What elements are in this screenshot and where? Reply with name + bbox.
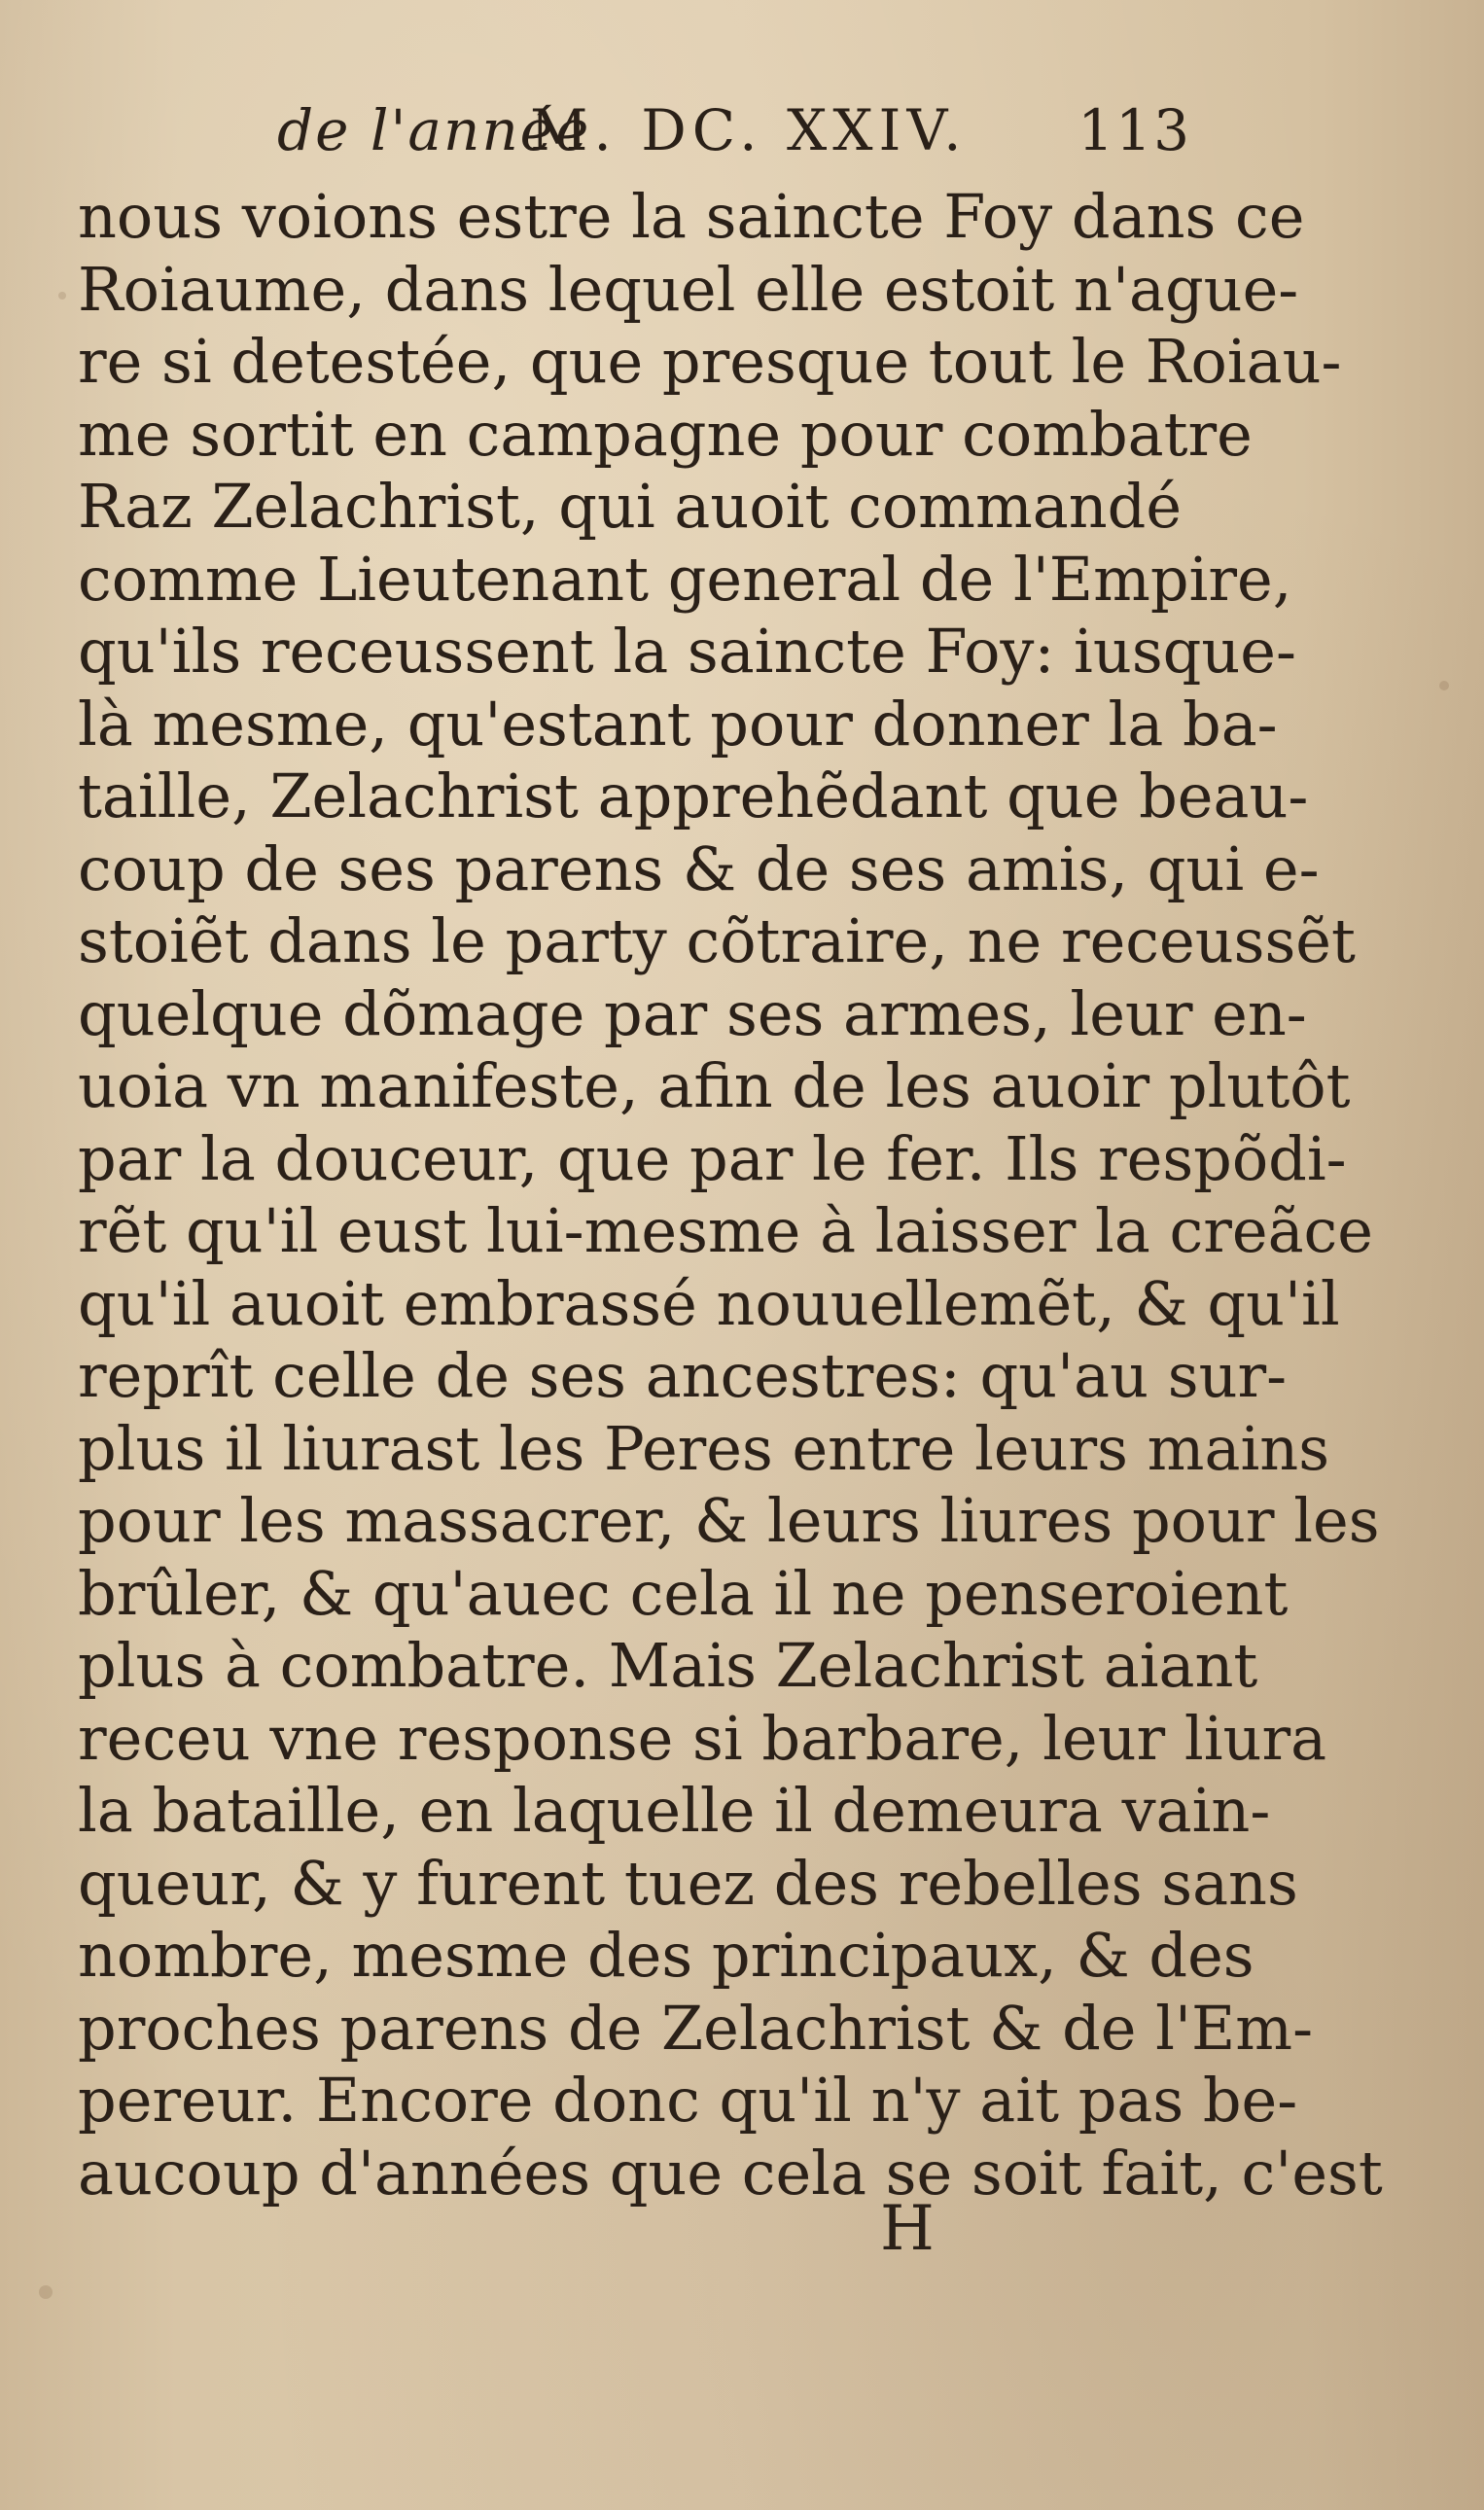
text-line: comme Lieutenant general de l'Empire, <box>78 543 1292 615</box>
text-line: Roiaume, dans lequel elle estoit n'ague- <box>78 253 1299 325</box>
text-line: reprît celle de ses ancestres: qu'au sur- <box>78 1340 1288 1411</box>
text-line: la bataille, en laquelle il demeura vain- <box>78 1775 1271 1846</box>
text-line: là mesme, qu'estant pour donner la ba- <box>78 688 1278 760</box>
running-head-title: de l'année <box>277 97 591 163</box>
text-line: pereur. Encore donc qu'il n'y ait pas be- <box>78 2065 1298 2136</box>
signature-mark: H <box>880 2193 935 2265</box>
body-text <box>78 181 1383 2210</box>
text-line: Raz Zelachrist, qui auoit commandé <box>78 471 1183 542</box>
text-line: receu vne response si barbare, leur liura <box>78 1702 1327 1774</box>
text-line: aucoup d'années que cela se soit fait, c'est <box>78 2137 1383 2209</box>
running-head <box>277 97 1191 175</box>
page-number: 113 <box>1078 97 1191 163</box>
text-line: quelque dõmage par ses armes, leur en- <box>78 977 1307 1049</box>
text-line: plus il liurast les Peres entre leurs mains <box>78 1412 1330 1484</box>
text-line: queur, & y furent tuez des rebelles sans <box>78 1847 1298 1919</box>
text-line: nombre, mesme des principaux, & des <box>78 1920 1254 1991</box>
text-line: stoiẽt dans le party cõtraire, ne receussẽt <box>78 905 1356 976</box>
text-line: uoia vn manifeste, afin de les auoir plutôt <box>78 1050 1351 1121</box>
text-line: brûler, & qu'auec cela il ne penseroient <box>78 1557 1289 1629</box>
text-line: me sortit en campagne pour combatre <box>78 398 1253 470</box>
text-line: coup de ses parens & de ses amis, qui e- <box>78 832 1320 904</box>
text-line: rẽt qu'il eust lui-mesme à laisser la creãce <box>78 1195 1373 1266</box>
text-line: par la douceur, que par le fer. Ils respõdi- <box>78 1122 1347 1194</box>
text-line: pour les massacrer, & leurs liures pour les <box>78 1485 1380 1556</box>
text-line: re si detestée, que presque tout le Roiau- <box>78 326 1342 397</box>
running-head-year: M. DC. XXIV. <box>530 97 968 163</box>
text-line: nous voions estre la saincte Foy dans ce <box>78 181 1305 252</box>
text-line: plus à combatre. Mais Zelachrist aiant <box>78 1630 1258 1701</box>
text-line: qu'il auoit embrassé nouuellemẽt, & qu'il <box>78 1267 1340 1339</box>
text-line: proches parens de Zelachrist & de l'Em- <box>78 1992 1314 2064</box>
text-line: qu'ils receussent la saincte Foy: iusque- <box>78 616 1296 687</box>
text-line: taille, Zelachrist apprehẽdant que beau- <box>78 760 1309 831</box>
